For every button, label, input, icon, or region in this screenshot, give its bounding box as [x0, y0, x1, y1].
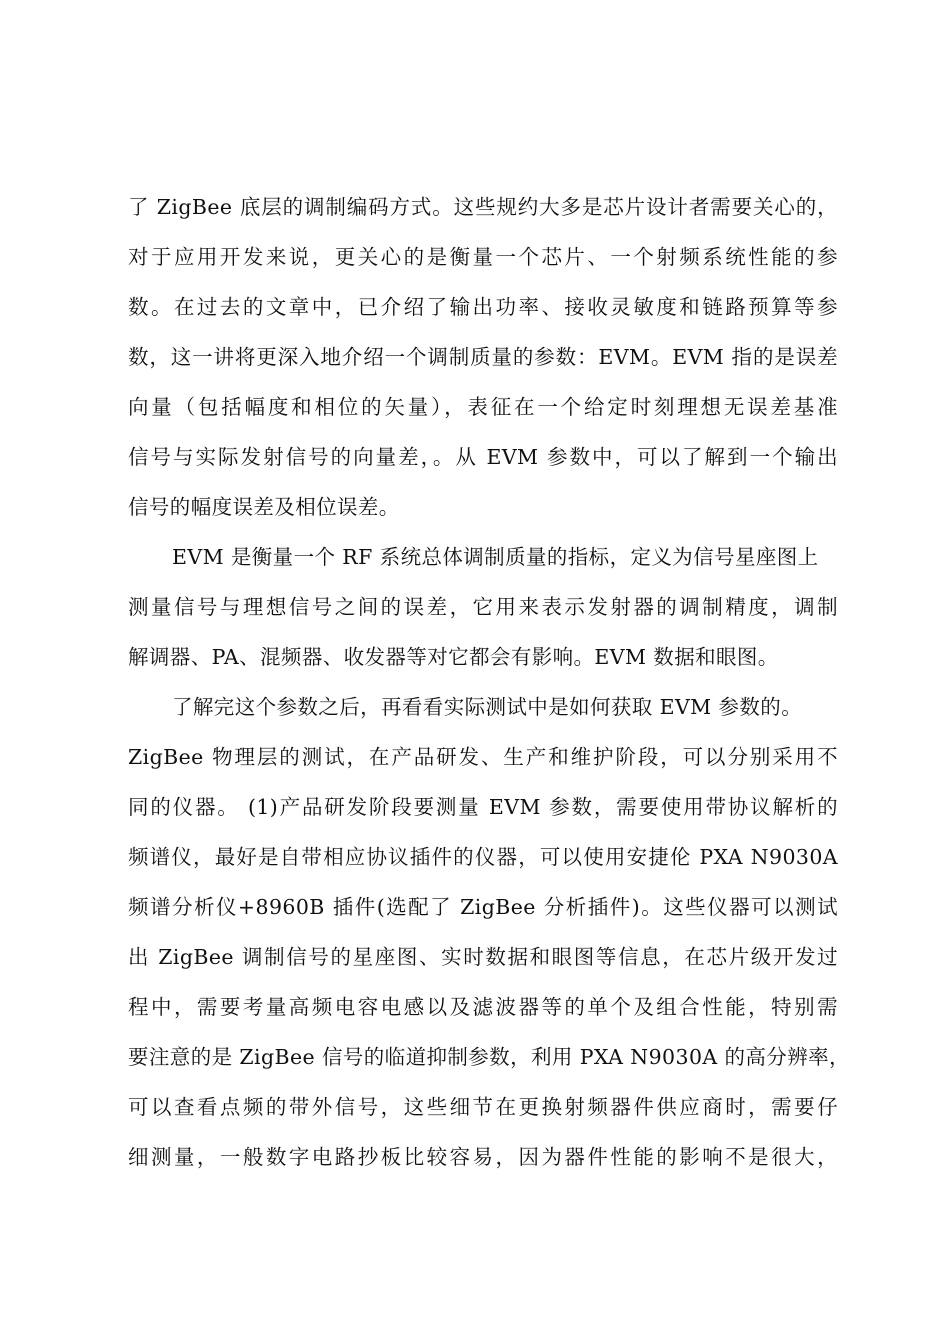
- text-line-11: 了解完这个参数之后，再看看实际测试中是如何获取 EVM 参数的。: [172, 695, 803, 719]
- text-line-14: 频谱仪，最好是自带相应协议插件的仪器，可以使用安捷伦 PXA N9030A: [128, 845, 838, 869]
- text-line-6: 信号与实际发射信号的向量差，。从 EVM 参数中，可以了解到一个输出: [128, 445, 838, 469]
- text-line-20: 细测量，一般数字电路抄板比较容易，因为器件性能的影响不是很大，: [128, 1145, 838, 1169]
- text-line-16: 出 ZigBee 调制信号的星座图、实时数据和眼图等信息，在芯片级开发过: [128, 945, 838, 969]
- text-line-9: 测量信号与理想信号之间的误差，它用来表示发射器的调制精度，调制: [128, 595, 838, 619]
- text-line-18: 要注意的是 ZigBee 信号的临道抑制参数，利用 PXA N9030A 的高分辨率，: [128, 1045, 850, 1069]
- text-line-7: 信号的幅度误差及相位误差。: [128, 495, 400, 519]
- text-line-3: 数。在过去的文章中，已介绍了输出功率、接收灵敏度和链路预算等参: [128, 295, 838, 319]
- text-line-4: 数，这一讲将更深入地介绍一个调制质量的参数：EVM。EVM 指的是误差: [128, 345, 838, 369]
- text-line-10: 解调器、PA、混频器、收发器等对它都会有影响。EVM 数据和眼图。: [128, 645, 779, 669]
- text-line-8: EVM 是衡量一个 RF 系统总体调制质量的指标，定义为信号星座图上: [172, 545, 819, 569]
- text-line-17: 程中，需要考量高频电容电感以及滤波器等的单个及组合性能，特别需: [128, 995, 838, 1019]
- text-line-2: 对于应用开发来说，更关心的是衡量一个芯片、一个射频系统性能的参: [128, 245, 838, 269]
- text-line-13: 同的仪器。 (1)产品研发阶段要测量 EVM 参数，需要使用带协议解析的: [128, 795, 838, 819]
- text-line-12: ZigBee 物理层的测试，在产品研发、生产和维护阶段，可以分别采用不: [128, 745, 838, 769]
- text-line-15: 频谱分析仪+8960B 插件(选配了 ZigBee 分析插件)。这些仪器可以测试: [128, 895, 838, 919]
- text-line-5: 向量（包括幅度和相位的矢量），表征在一个给定时刻理想无误差基准: [128, 395, 838, 419]
- text-line-19: 可以查看点频的带外信号，这些细节在更换射频器件供应商时，需要仔: [128, 1095, 838, 1119]
- text-line-1: 了 ZigBee 底层的调制编码方式。这些规约大多是芯片设计者需要关心的，: [128, 195, 838, 219]
